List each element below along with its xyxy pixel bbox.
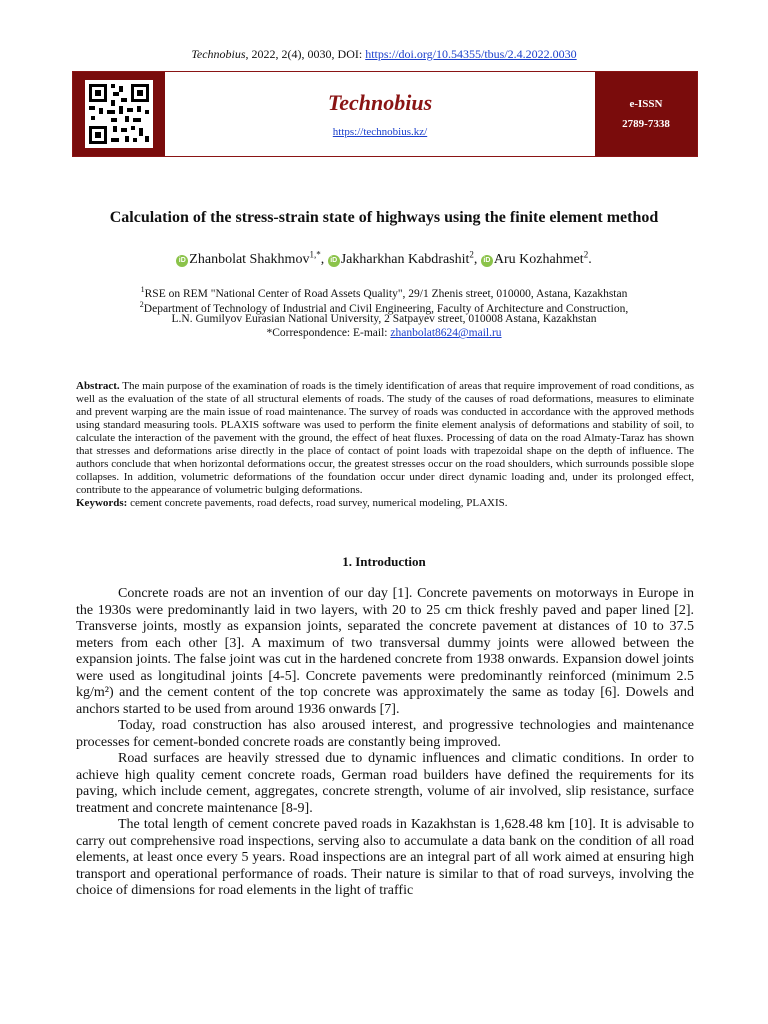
author-affiliation-mark: 1,* <box>309 249 321 259</box>
introduction-paragraph: Today, road construction has also aroused interest, and progressive technologies and maintenance processes for cement-bonded concrete roads are constantly being improved. <box>76 718 694 750</box>
qr-panel <box>73 72 165 156</box>
journal-website <box>165 126 595 138</box>
author-2 <box>328 249 481 267</box>
author-affiliation-mark: 2 <box>469 249 474 259</box>
qr-code-icon[interactable] <box>85 80 153 148</box>
paper-title: Calculation of the stress-strain state of highways using the finite element method <box>109 209 659 226</box>
affiliation-text: RSE on REM "National Center of Road Assets Quality", 29/1 Zhenis street, 010000, Astana, Kazakhstan <box>144 287 628 300</box>
abstract-block <box>76 380 694 510</box>
author-name: Jakharkhan Kabdrashit <box>340 251 470 267</box>
affiliation-mark: 2 <box>139 300 144 309</box>
correspondence-label: *Correspondence: E-mail: <box>266 327 391 339</box>
introduction-paragraph: The total length of cement concrete paved roads in Kazakhstan is 1,628.48 km [10]. It is advisable to carry out comprehensive road inspections, serving also to accumulate a data bank on the condition of all road elements, at least once every 5 years. Road inspections are an integral part of all work aimed at ensuring high transport and operational performance of roads. Their nature is similar to that of road surveys, involving the choice of dimensions for road elements in the light of traffic <box>76 817 694 898</box>
issn-label: e-ISSN <box>629 98 663 110</box>
journal-issue-info: , 2022, 2(4), 0030, DOI: <box>245 47 366 61</box>
author-separator: . <box>588 251 592 267</box>
issn-panel <box>595 72 697 156</box>
author-1 <box>176 249 328 267</box>
author-list <box>0 249 768 268</box>
orcid-icon[interactable]: iD <box>328 255 340 267</box>
affiliation-mark: 1 <box>140 285 145 294</box>
orcid-icon[interactable]: iD <box>481 255 493 267</box>
keywords-line <box>76 497 694 510</box>
introduction-paragraph: Road surfaces are heavily stressed due to dynamic influences and climatic conditions. In order to achieve high quality cement concrete roads, German road builders have defined the requirements for its paving, which include cement, aggregates, concrete strength, volume of air involved, slip resistance, surface treatment and concrete maintenance [8-9]. <box>76 751 694 816</box>
orcid-icon[interactable]: iD <box>176 255 188 267</box>
keywords-label: Keywords: <box>76 497 128 509</box>
author-affiliation-mark: 2 <box>583 249 589 259</box>
introduction-paragraph: Concrete roads are not an invention of our day [1]. Concrete pavements on motorways in Europe in the 1930s were predominantly laid in two layers, with 20 to 25 cm thick freshly paved and paper lined [2]. Transverse joints, mostly as expansion joints, separated the concrete pavement at distances of 10 to 37.5 meters from each other [3]. A maximum of two transversal dummy joints were allowed between the expansion joints. The false joint was cut in the hardened concrete from 1938 onwards. Expansion dowel joints were used as longitudinal joints [4-5]. Concrete pavements were predominantly reinforced (minimum 2.5 kg/m²) and the cement content of the top concrete was approximately the same as today [6]. Dowels and anchors started to be used from around 1936 onwards [7]. <box>76 586 694 717</box>
journal-citation-line <box>0 47 768 62</box>
keywords-text: cement concrete pavements, road defects, road survey, numerical modeling, PLAXIS. <box>127 497 508 509</box>
journal-website-link[interactable]: https://technobius.kz/ <box>332 126 428 138</box>
journal-brand-title: Technobius <box>327 90 433 115</box>
author-separator: , <box>320 251 328 267</box>
journal-header-banner <box>72 71 698 157</box>
affiliation-2-continued: L.N. Gumilyov Eurasian National University, 2 Satpayev street, 010008 Astana, Kazakhstan <box>171 313 597 325</box>
author-name: Zhanbolat Shakhmov <box>189 251 310 267</box>
author-3 <box>481 249 592 267</box>
section-heading-introduction: 1. Introduction <box>342 554 426 569</box>
abstract-paragraph <box>76 380 694 497</box>
abstract-text: The main purpose of the examination of roads is the timely identification of areas that require improvement of road conditions, as well as the evaluation of the state of all structural elements of roads. The study of the causes of road deformations, measures to eliminate and prevent warping are the main issue of road maintenance. The survey of roads was conducted in accordance with the approved methods using standard measuring tools. PLAXIS software was used to perform the finite element analysis of deformations and stability of soil, to calculate the interaction of the pavement with the ground, the effect of heat fluxes. Processing of data on the road Almaty-Taraz has shown that stresses and deformations arise directly in the place of contact of point loads with trapezoidal shape on the depth of influence. The authors conclude that when horizontal deformations occur, the greatest stresses occur on the road shoulders, which surrounds possible slope collapses. In addition, volumetric deformations of the foundation occur under direct dynamic loading and, under its prolonged effect, contribute to the appearance of volumetric bulging deformations. <box>76 380 694 496</box>
author-separator: , <box>473 251 481 267</box>
correspondence <box>0 326 768 340</box>
author-name: Aru Kozhahmet <box>493 251 584 267</box>
affiliation-text: Department of Technology of Industrial and Civil Engineering, Faculty of Architecture and Construction, <box>143 302 629 315</box>
qr-code-graphic <box>85 80 153 148</box>
abstract-label: Abstract. <box>76 380 120 392</box>
journal-name-italic: Technobius <box>191 47 246 61</box>
issn-number: 2789-7338 <box>622 118 670 130</box>
doi-link[interactable]: https://doi.org/10.54355/tbus/2.4.2022.0030 <box>365 47 577 61</box>
introduction-body <box>76 586 694 900</box>
correspondence-email-link[interactable]: zhanbolat8624@mail.ru <box>390 327 502 339</box>
